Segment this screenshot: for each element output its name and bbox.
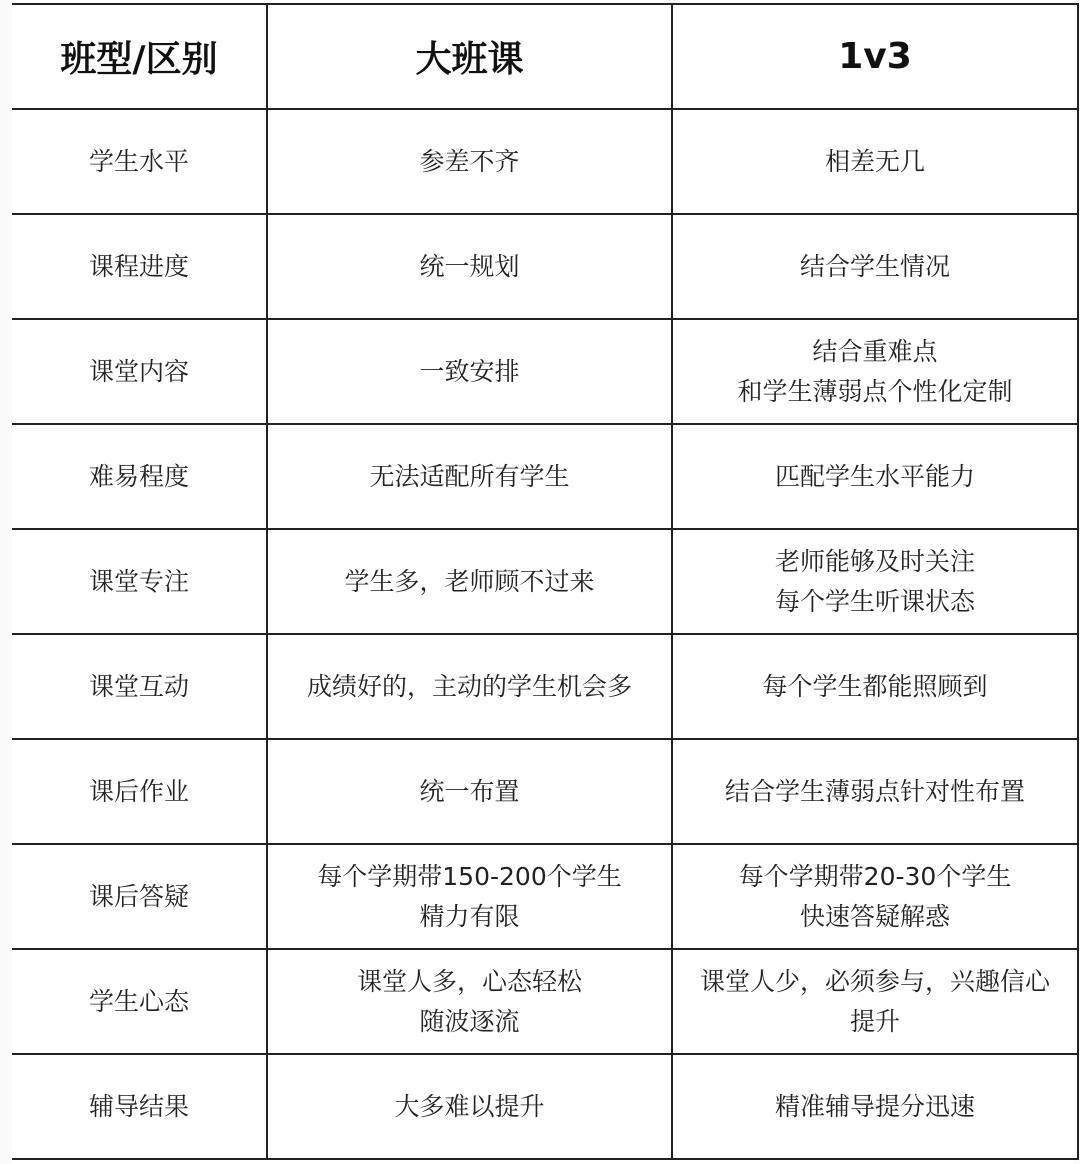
big-class-cell [267,319,672,424]
cell-line: 大多难以提升 [394,1091,545,1121]
big-class-cell [267,634,672,739]
cell-line: 学生多，老师顾不过来 [344,566,595,596]
left-edge [0,0,12,1164]
1v3-cell [672,214,1078,319]
table-row [12,634,1078,739]
comparison-table [12,3,1079,1160]
table-row [12,214,1078,319]
cell-line: 快速答疑解惑 [799,901,950,931]
header-category: 班型/区别 [12,4,267,109]
cell-line: 课堂人少，必须参与，兴趣信心 [699,966,1050,996]
1v3-cell [672,319,1078,424]
table-row [12,424,1078,529]
1v3-cell [672,634,1078,739]
cell-line: 相差无几 [824,146,925,176]
header-big-class: 大班课 [267,4,672,109]
header-row [12,4,1078,109]
row-label: 学生心态 [12,949,267,1054]
table-row [12,739,1078,844]
cell-line: 精准辅导提分迅速 [774,1091,975,1121]
cell-line: 每个学期带20-30个学生 [738,861,1012,891]
1v3-cell [672,949,1078,1054]
row-label: 课程进度 [12,214,267,319]
big-class-cell [267,949,672,1054]
table-row [12,844,1078,949]
cell-line: 每个学期带150-200个学生 [317,861,622,891]
1v3-cell [672,109,1078,214]
cell-line: 课堂人多，心态轻松 [356,966,582,996]
table-row [12,1054,1078,1159]
cell-line: 统一规划 [419,251,520,281]
big-class-cell [267,1054,672,1159]
cell-line: 结合学生薄弱点针对性布置 [724,776,1025,806]
table-row [12,319,1078,424]
table-row [12,109,1078,214]
cell-line: 提升 [849,1006,900,1036]
1v3-cell [672,529,1078,634]
cell-line: 随波逐流 [419,1006,520,1036]
header-1v3: 1v3 [672,4,1078,109]
table-row [12,949,1078,1054]
big-class-cell [267,739,672,844]
cell-line: 每个学生听课状态 [774,586,975,616]
big-class-cell [267,844,672,949]
row-label: 课后作业 [12,739,267,844]
1v3-cell [672,844,1078,949]
big-class-cell [267,109,672,214]
big-class-cell [267,424,672,529]
row-label: 课堂专注 [12,529,267,634]
cell-line: 无法适配所有学生 [369,461,570,491]
big-class-cell [267,529,672,634]
cell-line: 参差不齐 [419,146,520,176]
cell-line: 统一布置 [419,776,520,806]
1v3-cell [672,424,1078,529]
row-label: 课后答疑 [12,844,267,949]
1v3-cell [672,739,1078,844]
row-label: 学生水平 [12,109,267,214]
cell-line: 成绩好的，主动的学生机会多 [306,671,632,701]
cell-line: 结合重难点 [812,336,938,366]
row-label: 课堂内容 [12,319,267,424]
cell-line: 一致安排 [419,356,520,386]
1v3-cell [672,1054,1078,1159]
cell-line: 精力有限 [419,901,520,931]
cell-line: 匹配学生水平能力 [774,461,975,491]
cell-line: 每个学生都能照顾到 [762,671,988,701]
row-label: 难易程度 [12,424,267,529]
row-label: 辅导结果 [12,1054,267,1159]
big-class-cell [267,214,672,319]
row-label: 课堂互动 [12,634,267,739]
cell-line: 结合学生情况 [799,251,950,281]
cell-line: 老师能够及时关注 [774,546,975,576]
cell-line: 和学生薄弱点个性化定制 [737,376,1013,406]
table-row [12,529,1078,634]
